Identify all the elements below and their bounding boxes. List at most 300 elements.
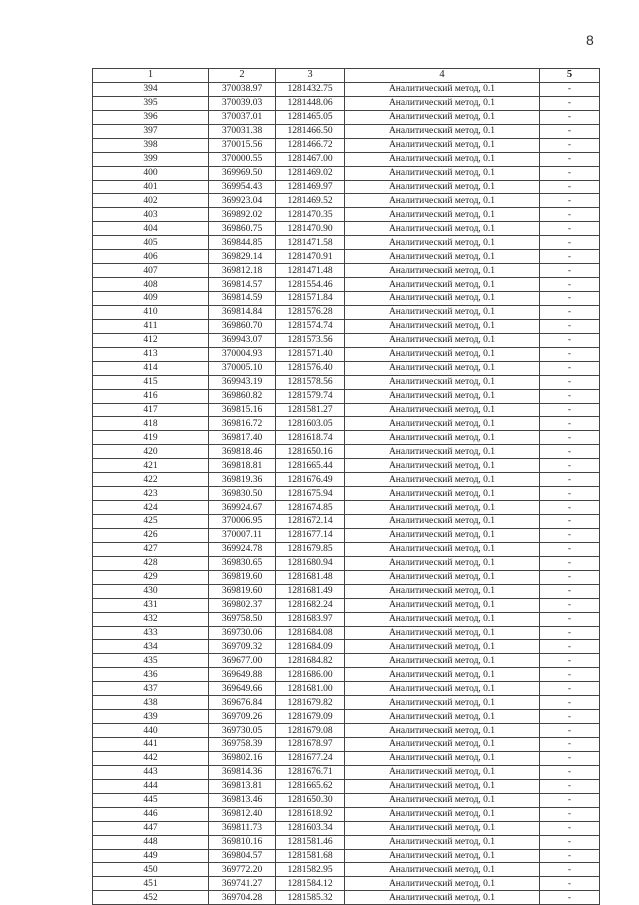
y-coordinate-cell: 1281618.74 (276, 431, 345, 445)
point-number-cell: 417 (93, 403, 209, 417)
table-row (93, 682, 600, 696)
table-header-row (93, 69, 600, 83)
description-cell: - (540, 515, 600, 529)
method-cell: Аналитический метод, 0.1 (345, 612, 540, 626)
y-coordinate-cell: 1281676.49 (276, 473, 345, 487)
table-row (93, 877, 600, 891)
x-coordinate-cell: 369813.81 (209, 779, 276, 793)
description-cell: - (540, 793, 600, 807)
y-coordinate-cell: 1281470.35 (276, 208, 345, 222)
description-cell: - (540, 194, 600, 208)
method-cell: Аналитический метод, 0.1 (345, 305, 540, 319)
x-coordinate-cell: 369704.28 (209, 891, 276, 905)
x-coordinate-cell: 369811.73 (209, 821, 276, 835)
description-cell: - (540, 292, 600, 306)
description-cell: - (540, 682, 600, 696)
method-cell: Аналитический метод, 0.1 (345, 738, 540, 752)
method-cell: Аналитический метод, 0.1 (345, 82, 540, 96)
y-coordinate-cell: 1281471.58 (276, 236, 345, 250)
y-coordinate-cell: 1281683.97 (276, 612, 345, 626)
point-number-cell: 446 (93, 807, 209, 821)
y-coordinate-cell: 1281618.92 (276, 807, 345, 821)
x-coordinate-cell: 369709.32 (209, 640, 276, 654)
point-number-cell: 448 (93, 835, 209, 849)
table-row (93, 556, 600, 570)
point-number-cell: 432 (93, 612, 209, 626)
x-coordinate-cell: 369830.65 (209, 556, 276, 570)
table-row (93, 180, 600, 194)
method-cell: Аналитический метод, 0.1 (345, 807, 540, 821)
x-coordinate-cell: 369924.67 (209, 501, 276, 515)
x-coordinate-cell: 369830.50 (209, 487, 276, 501)
method-cell: Аналитический метод, 0.1 (345, 765, 540, 779)
y-coordinate-cell: 1281684.08 (276, 626, 345, 640)
x-coordinate-cell: 369818.81 (209, 459, 276, 473)
y-coordinate-cell: 1281686.00 (276, 668, 345, 682)
point-number-cell: 412 (93, 333, 209, 347)
description-cell: - (540, 863, 600, 877)
table-row (93, 654, 600, 668)
column-header-y: 3 (276, 69, 345, 83)
method-cell: Аналитический метод, 0.1 (345, 319, 540, 333)
point-number-cell: 414 (93, 361, 209, 375)
y-coordinate-cell: 1281665.62 (276, 779, 345, 793)
method-cell: Аналитический метод, 0.1 (345, 640, 540, 654)
point-number-cell: 431 (93, 598, 209, 612)
point-number-cell: 394 (93, 82, 209, 96)
table-row (93, 724, 600, 738)
y-coordinate-cell: 1281678.97 (276, 738, 345, 752)
point-number-cell: 426 (93, 528, 209, 542)
column-header-description: 5 (540, 69, 600, 83)
point-number-cell: 434 (93, 640, 209, 654)
description-cell: - (540, 319, 600, 333)
y-coordinate-cell: 1281684.09 (276, 640, 345, 654)
y-coordinate-cell: 1281573.56 (276, 333, 345, 347)
point-number-cell: 452 (93, 891, 209, 905)
description-cell: - (540, 431, 600, 445)
table-row (93, 598, 600, 612)
table-row (93, 389, 600, 403)
point-number-cell: 396 (93, 110, 209, 124)
x-coordinate-cell: 369943.19 (209, 375, 276, 389)
x-coordinate-cell: 369969.50 (209, 166, 276, 180)
x-coordinate-cell: 369844.85 (209, 236, 276, 250)
description-cell: - (540, 445, 600, 459)
x-coordinate-cell: 369812.18 (209, 264, 276, 278)
method-cell: Аналитический метод, 0.1 (345, 570, 540, 584)
description-cell: - (540, 570, 600, 584)
y-coordinate-cell: 1281448.06 (276, 96, 345, 110)
table-row (93, 891, 600, 905)
point-number-cell: 449 (93, 849, 209, 863)
y-coordinate-cell: 1281603.34 (276, 821, 345, 835)
method-cell: Аналитический метод, 0.1 (345, 821, 540, 835)
table-row (93, 278, 600, 292)
table-row (93, 640, 600, 654)
description-cell: - (540, 765, 600, 779)
column-header-x: 2 (209, 69, 276, 83)
method-cell: Аналитический метод, 0.1 (345, 250, 540, 264)
description-cell: - (540, 598, 600, 612)
table-row (93, 696, 600, 710)
description-cell: - (540, 640, 600, 654)
x-coordinate-cell: 369649.66 (209, 682, 276, 696)
description-cell: - (540, 222, 600, 236)
point-number-cell: 407 (93, 264, 209, 278)
point-number-cell: 419 (93, 431, 209, 445)
y-coordinate-cell: 1281665.44 (276, 459, 345, 473)
x-coordinate-cell: 369649.88 (209, 668, 276, 682)
method-cell: Аналитический метод, 0.1 (345, 835, 540, 849)
y-coordinate-cell: 1281470.90 (276, 222, 345, 236)
method-cell: Аналитический метод, 0.1 (345, 779, 540, 793)
point-number-cell: 402 (93, 194, 209, 208)
method-cell: Аналитический метод, 0.1 (345, 682, 540, 696)
description-cell: - (540, 180, 600, 194)
x-coordinate-cell: 369954.43 (209, 180, 276, 194)
description-cell: - (540, 375, 600, 389)
method-cell: Аналитический метод, 0.1 (345, 347, 540, 361)
x-coordinate-cell: 370005.10 (209, 361, 276, 375)
x-coordinate-cell: 369730.05 (209, 724, 276, 738)
table-row (93, 110, 600, 124)
y-coordinate-cell: 1281681.48 (276, 570, 345, 584)
method-cell: Аналитический метод, 0.1 (345, 668, 540, 682)
description-cell: - (540, 82, 600, 96)
point-number-cell: 443 (93, 765, 209, 779)
table-row (93, 166, 600, 180)
description-cell: - (540, 473, 600, 487)
x-coordinate-cell: 369814.84 (209, 305, 276, 319)
table-row (93, 612, 600, 626)
x-coordinate-cell: 369758.50 (209, 612, 276, 626)
y-coordinate-cell: 1281469.97 (276, 180, 345, 194)
point-number-cell: 416 (93, 389, 209, 403)
description-cell: - (540, 751, 600, 765)
point-number-cell: 405 (93, 236, 209, 250)
method-cell: Аналитический метод, 0.1 (345, 403, 540, 417)
point-number-cell: 415 (93, 375, 209, 389)
method-cell: Аналитический метод, 0.1 (345, 459, 540, 473)
y-coordinate-cell: 1281471.48 (276, 264, 345, 278)
table-row (93, 222, 600, 236)
description-cell: - (540, 710, 600, 724)
table-row (93, 863, 600, 877)
description-cell: - (540, 278, 600, 292)
description-cell: - (540, 417, 600, 431)
x-coordinate-cell: 369829.14 (209, 250, 276, 264)
point-number-cell: 421 (93, 459, 209, 473)
y-coordinate-cell: 1281578.56 (276, 375, 345, 389)
y-coordinate-cell: 1281469.02 (276, 166, 345, 180)
table-row (93, 417, 600, 431)
x-coordinate-cell: 369943.07 (209, 333, 276, 347)
description-cell: - (540, 305, 600, 319)
table-row (93, 459, 600, 473)
method-cell: Аналитический метод, 0.1 (345, 556, 540, 570)
description-cell: - (540, 166, 600, 180)
method-cell: Аналитический метод, 0.1 (345, 278, 540, 292)
table-row (93, 445, 600, 459)
point-number-cell: 406 (93, 250, 209, 264)
x-coordinate-cell: 369677.00 (209, 654, 276, 668)
method-cell: Аналитический метод, 0.1 (345, 445, 540, 459)
method-cell: Аналитический метод, 0.1 (345, 696, 540, 710)
method-cell: Аналитический метод, 0.1 (345, 375, 540, 389)
point-number-cell: 425 (93, 515, 209, 529)
table-row (93, 501, 600, 515)
method-cell: Аналитический метод, 0.1 (345, 361, 540, 375)
table-row (93, 250, 600, 264)
y-coordinate-cell: 1281682.24 (276, 598, 345, 612)
x-coordinate-cell: 369758.39 (209, 738, 276, 752)
y-coordinate-cell: 1281466.50 (276, 124, 345, 138)
table-row (93, 333, 600, 347)
point-number-cell: 403 (93, 208, 209, 222)
method-cell: Аналитический метод, 0.1 (345, 166, 540, 180)
y-coordinate-cell: 1281576.40 (276, 361, 345, 375)
point-number-cell: 410 (93, 305, 209, 319)
method-cell: Аналитический метод, 0.1 (345, 891, 540, 905)
point-number-cell: 437 (93, 682, 209, 696)
method-cell: Аналитический метод, 0.1 (345, 180, 540, 194)
point-number-cell: 409 (93, 292, 209, 306)
y-coordinate-cell: 1281469.52 (276, 194, 345, 208)
description-cell: - (540, 584, 600, 598)
x-coordinate-cell: 369802.16 (209, 751, 276, 765)
point-number-cell: 424 (93, 501, 209, 515)
description-cell: - (540, 696, 600, 710)
point-number-cell: 451 (93, 877, 209, 891)
method-cell: Аналитический метод, 0.1 (345, 528, 540, 542)
table-row (93, 264, 600, 278)
method-cell: Аналитический метод, 0.1 (345, 710, 540, 724)
point-number-cell: 442 (93, 751, 209, 765)
x-coordinate-cell: 369814.57 (209, 278, 276, 292)
point-number-cell: 418 (93, 417, 209, 431)
method-cell: Аналитический метод, 0.1 (345, 417, 540, 431)
x-coordinate-cell: 370004.93 (209, 347, 276, 361)
y-coordinate-cell: 1281674.85 (276, 501, 345, 515)
table-row (93, 710, 600, 724)
table-row (93, 208, 600, 222)
x-coordinate-cell: 370039.03 (209, 96, 276, 110)
table-body (93, 82, 600, 904)
table-row (93, 738, 600, 752)
x-coordinate-cell: 369924.78 (209, 542, 276, 556)
point-number-cell: 428 (93, 556, 209, 570)
y-coordinate-cell: 1281672.14 (276, 515, 345, 529)
table-row (93, 292, 600, 306)
x-coordinate-cell: 369730.06 (209, 626, 276, 640)
y-coordinate-cell: 1281576.28 (276, 305, 345, 319)
x-coordinate-cell: 369741.27 (209, 877, 276, 891)
point-number-cell: 400 (93, 166, 209, 180)
description-cell: - (540, 542, 600, 556)
method-cell: Аналитический метод, 0.1 (345, 501, 540, 515)
y-coordinate-cell: 1281581.68 (276, 849, 345, 863)
x-coordinate-cell: 369709.26 (209, 710, 276, 724)
description-cell: - (540, 877, 600, 891)
description-cell: - (540, 152, 600, 166)
table-row (93, 528, 600, 542)
point-number-cell: 423 (93, 487, 209, 501)
method-cell: Аналитический метод, 0.1 (345, 487, 540, 501)
description-cell: - (540, 891, 600, 905)
table-row (93, 431, 600, 445)
method-cell: Аналитический метод, 0.1 (345, 333, 540, 347)
description-cell: - (540, 124, 600, 138)
x-coordinate-cell: 369804.57 (209, 849, 276, 863)
y-coordinate-cell: 1281581.46 (276, 835, 345, 849)
description-cell: - (540, 333, 600, 347)
point-number-cell: 450 (93, 863, 209, 877)
method-cell: Аналитический метод, 0.1 (345, 138, 540, 152)
point-number-cell: 427 (93, 542, 209, 556)
method-cell: Аналитический метод, 0.1 (345, 292, 540, 306)
x-coordinate-cell: 369860.75 (209, 222, 276, 236)
y-coordinate-cell: 1281432.75 (276, 82, 345, 96)
y-coordinate-cell: 1281467.00 (276, 152, 345, 166)
table-row (93, 347, 600, 361)
y-coordinate-cell: 1281571.84 (276, 292, 345, 306)
method-cell: Аналитический метод, 0.1 (345, 515, 540, 529)
y-coordinate-cell: 1281679.08 (276, 724, 345, 738)
method-cell: Аналитический метод, 0.1 (345, 863, 540, 877)
description-cell: - (540, 403, 600, 417)
x-coordinate-cell: 369819.60 (209, 584, 276, 598)
x-coordinate-cell: 369819.60 (209, 570, 276, 584)
table-row (93, 305, 600, 319)
method-cell: Аналитический метод, 0.1 (345, 236, 540, 250)
description-cell: - (540, 138, 600, 152)
description-cell: - (540, 264, 600, 278)
point-number-cell: 422 (93, 473, 209, 487)
table-row (93, 138, 600, 152)
x-coordinate-cell: 370000.55 (209, 152, 276, 166)
description-cell: - (540, 626, 600, 640)
description-cell: - (540, 389, 600, 403)
point-number-cell: 408 (93, 278, 209, 292)
method-cell: Аналитический метод, 0.1 (345, 626, 540, 640)
description-cell: - (540, 612, 600, 626)
method-cell: Аналитический метод, 0.1 (345, 849, 540, 863)
description-cell: - (540, 724, 600, 738)
point-number-cell: 429 (93, 570, 209, 584)
table-row (93, 668, 600, 682)
y-coordinate-cell: 1281603.05 (276, 417, 345, 431)
x-coordinate-cell: 369817.40 (209, 431, 276, 445)
y-coordinate-cell: 1281584.12 (276, 877, 345, 891)
x-coordinate-cell: 369812.40 (209, 807, 276, 821)
method-cell: Аналитический метод, 0.1 (345, 598, 540, 612)
table-row (93, 626, 600, 640)
table-row (93, 807, 600, 821)
table-row (93, 96, 600, 110)
y-coordinate-cell: 1281679.09 (276, 710, 345, 724)
method-cell: Аналитический метод, 0.1 (345, 724, 540, 738)
table-row (93, 793, 600, 807)
description-cell: - (540, 654, 600, 668)
y-coordinate-cell: 1281679.82 (276, 696, 345, 710)
table-row (93, 542, 600, 556)
table-row (93, 361, 600, 375)
y-coordinate-cell: 1281582.95 (276, 863, 345, 877)
table-row (93, 779, 600, 793)
y-coordinate-cell: 1281681.49 (276, 584, 345, 598)
x-coordinate-cell: 369676.84 (209, 696, 276, 710)
method-cell: Аналитический метод, 0.1 (345, 194, 540, 208)
table-row (93, 849, 600, 863)
point-number-cell: 440 (93, 724, 209, 738)
table-row (93, 515, 600, 529)
x-coordinate-cell: 370038.97 (209, 82, 276, 96)
point-number-cell: 433 (93, 626, 209, 640)
table-row (93, 821, 600, 835)
y-coordinate-cell: 1281677.24 (276, 751, 345, 765)
x-coordinate-cell: 369923.04 (209, 194, 276, 208)
y-coordinate-cell: 1281679.85 (276, 542, 345, 556)
x-coordinate-cell: 369819.36 (209, 473, 276, 487)
table-row (93, 487, 600, 501)
description-cell: - (540, 501, 600, 515)
point-number-cell: 411 (93, 319, 209, 333)
y-coordinate-cell: 1281681.00 (276, 682, 345, 696)
method-cell: Аналитический метод, 0.1 (345, 264, 540, 278)
description-cell: - (540, 528, 600, 542)
y-coordinate-cell: 1281579.74 (276, 389, 345, 403)
method-cell: Аналитический метод, 0.1 (345, 389, 540, 403)
description-cell: - (540, 779, 600, 793)
column-header-point-number: 1 (93, 69, 209, 83)
method-cell: Аналитический метод, 0.1 (345, 152, 540, 166)
y-coordinate-cell: 1281650.30 (276, 793, 345, 807)
x-coordinate-cell: 369818.46 (209, 445, 276, 459)
y-coordinate-cell: 1281677.14 (276, 528, 345, 542)
method-cell: Аналитический метод, 0.1 (345, 222, 540, 236)
point-number-cell: 436 (93, 668, 209, 682)
method-cell: Аналитический метод, 0.1 (345, 751, 540, 765)
method-cell: Аналитический метод, 0.1 (345, 96, 540, 110)
y-coordinate-cell: 1281470.91 (276, 250, 345, 264)
description-cell: - (540, 361, 600, 375)
point-number-cell: 401 (93, 180, 209, 194)
point-number-cell: 441 (93, 738, 209, 752)
description-cell: - (540, 668, 600, 682)
point-number-cell: 413 (93, 347, 209, 361)
x-coordinate-cell: 369814.59 (209, 292, 276, 306)
x-coordinate-cell: 370037.01 (209, 110, 276, 124)
method-cell: Аналитический метод, 0.1 (345, 208, 540, 222)
y-coordinate-cell: 1281554.46 (276, 278, 345, 292)
point-number-cell: 435 (93, 654, 209, 668)
point-number-cell: 404 (93, 222, 209, 236)
x-coordinate-cell: 369860.82 (209, 389, 276, 403)
x-coordinate-cell: 369814.36 (209, 765, 276, 779)
description-cell: - (540, 556, 600, 570)
coordinates-table (92, 68, 600, 905)
y-coordinate-cell: 1281585.32 (276, 891, 345, 905)
x-coordinate-cell: 369813.46 (209, 793, 276, 807)
description-cell: - (540, 807, 600, 821)
x-coordinate-cell: 369815.16 (209, 403, 276, 417)
y-coordinate-cell: 1281684.82 (276, 654, 345, 668)
description-cell: - (540, 208, 600, 222)
x-coordinate-cell: 370007.11 (209, 528, 276, 542)
point-number-cell: 398 (93, 138, 209, 152)
point-number-cell: 397 (93, 124, 209, 138)
